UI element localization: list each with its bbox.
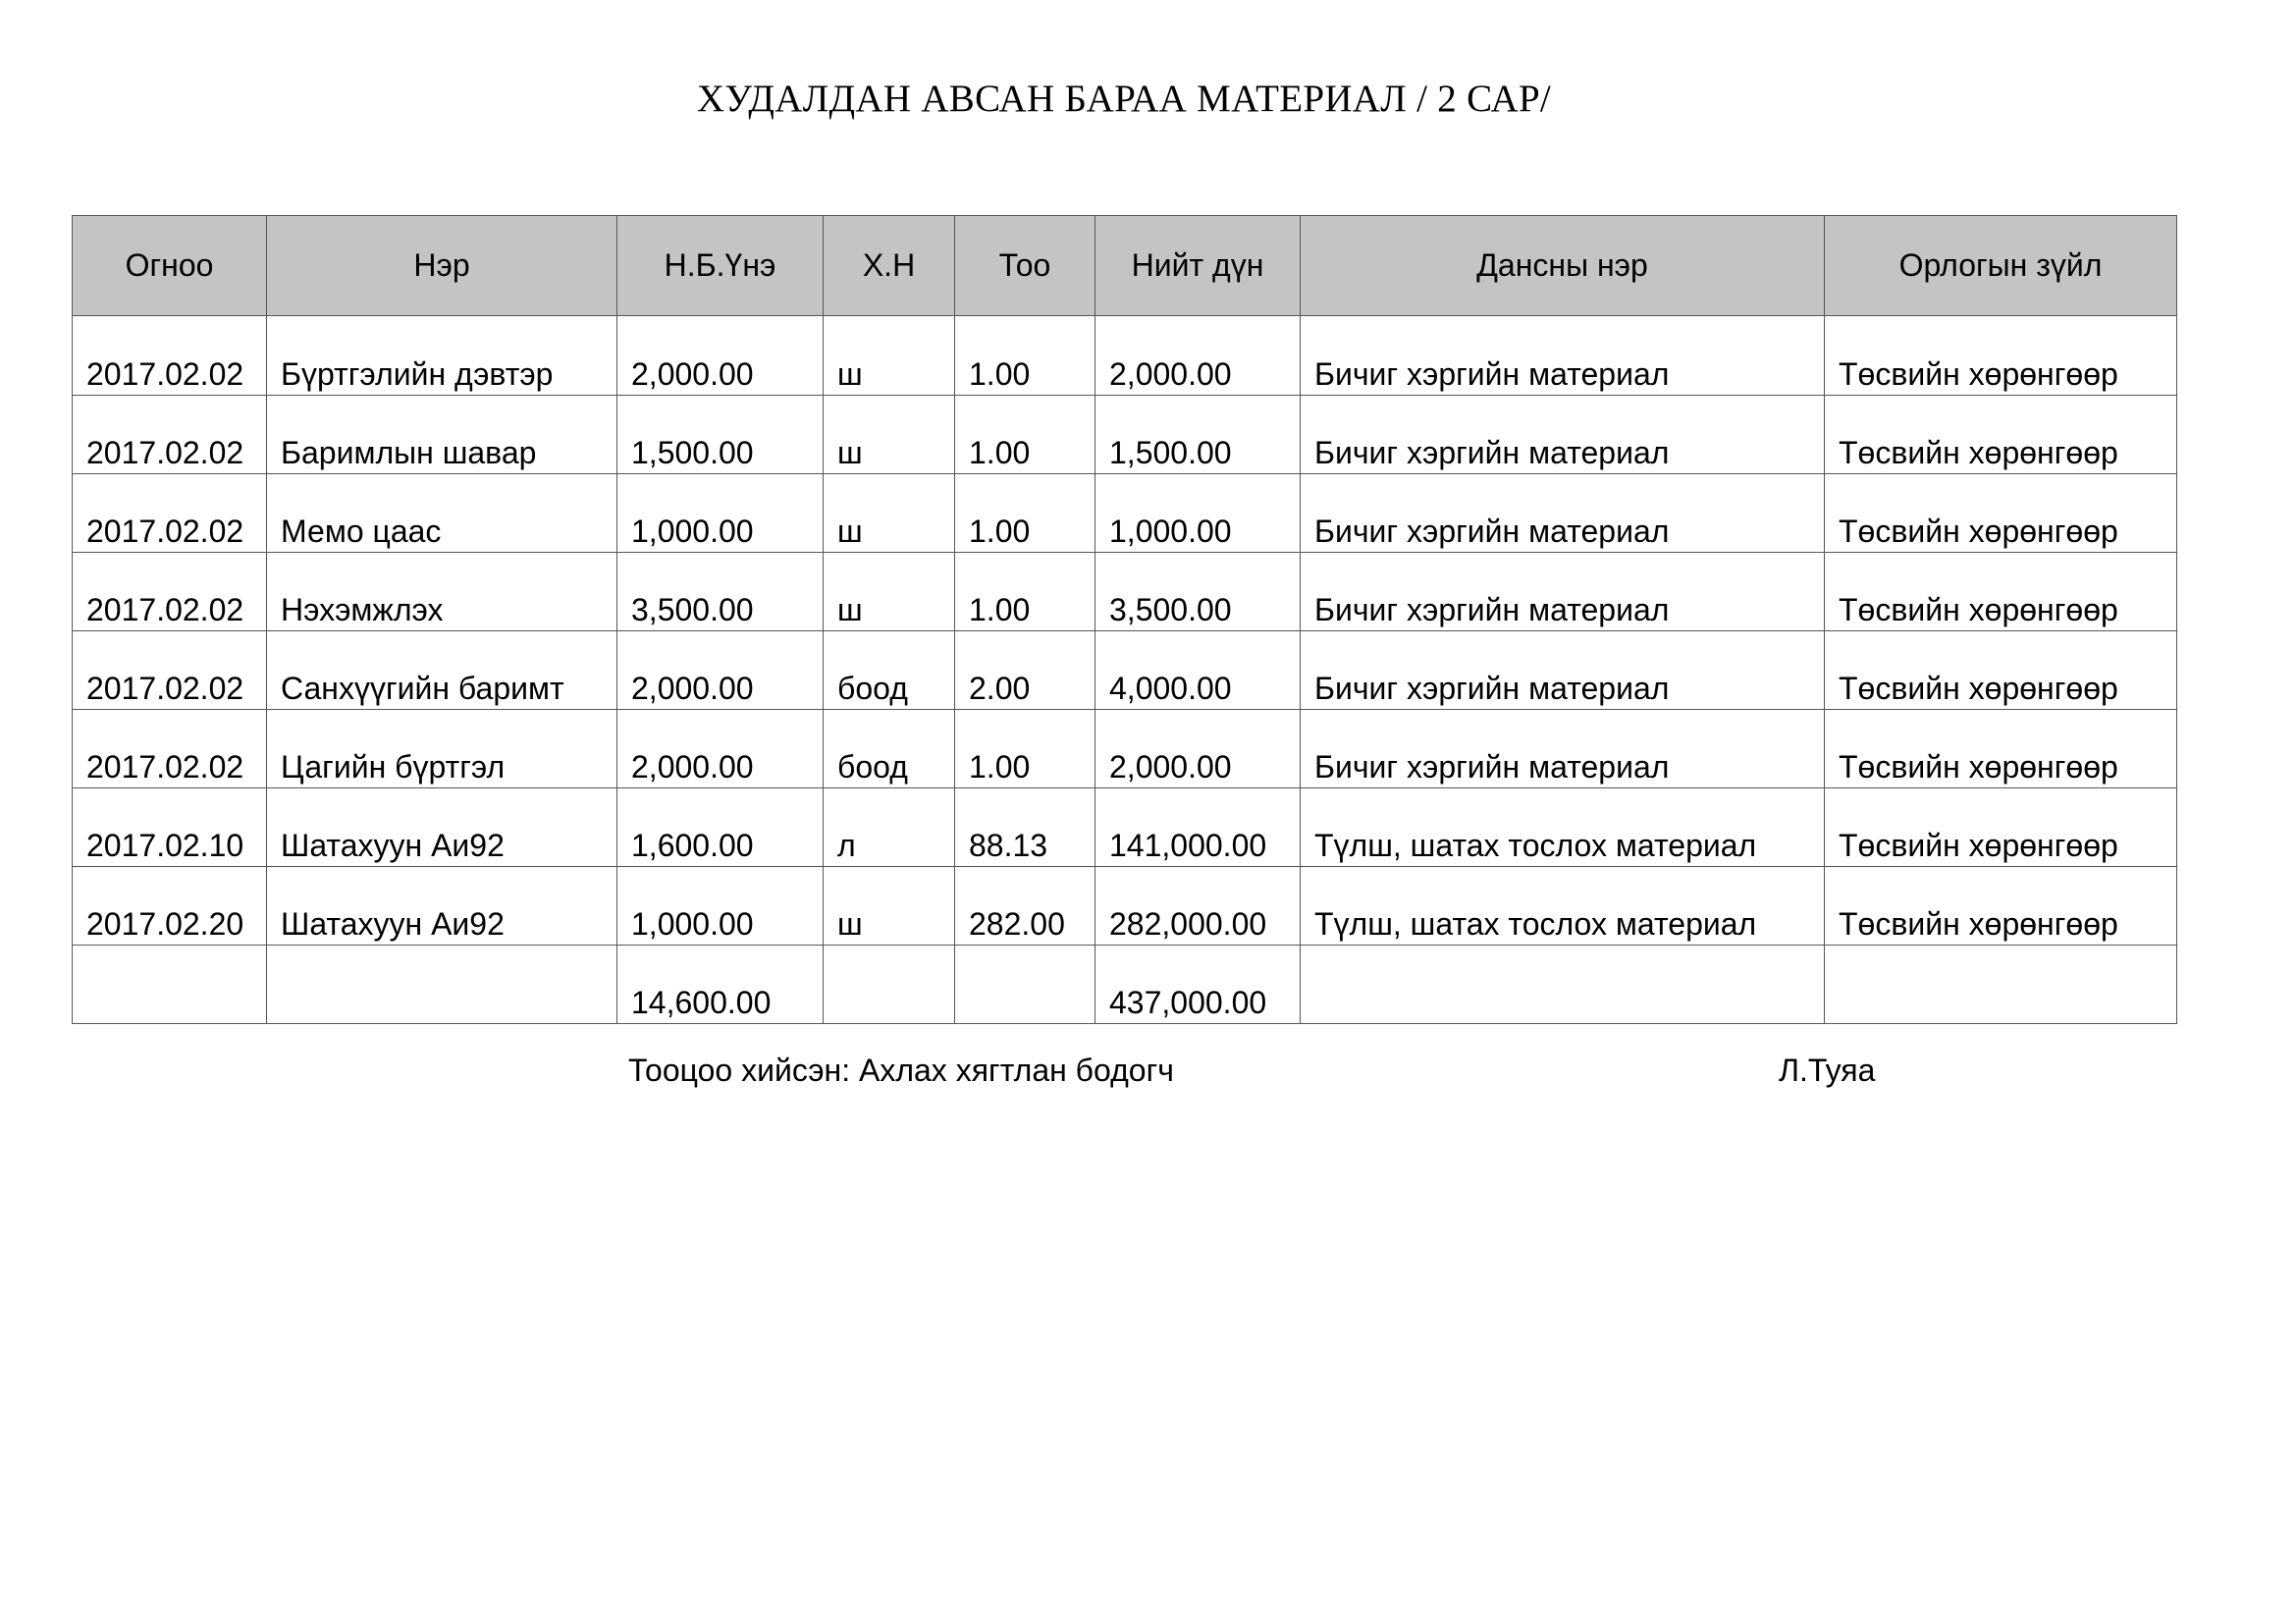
cell-total: 282,000.00	[1095, 867, 1301, 946]
header-total: Нийт дүн	[1095, 216, 1301, 316]
table-row	[73, 474, 2177, 553]
cell-name: Бүртгэлийн дэвтэр	[267, 316, 617, 396]
table-row	[73, 396, 2177, 474]
signer-name: Л.Туяа	[1779, 1053, 1876, 1088]
cell-income-source: Төсвийн хөрөнгөөр	[1825, 396, 2177, 474]
cell-account-name: Бичиг хэргийн материал	[1301, 316, 1825, 396]
cell-account-name: Бичиг хэргийн материал	[1301, 474, 1825, 553]
cell-income-source: Төсвийн хөрөнгөөр	[1825, 631, 2177, 710]
header-quantity: Тоо	[955, 216, 1095, 316]
cell-name: Шатахуун Аи92	[267, 788, 617, 867]
cell-name: Санхүүгийн баримт	[267, 631, 617, 710]
cell-unit-price: 3,500.00	[617, 553, 824, 631]
header-name: Нэр	[267, 216, 617, 316]
cell-date: 2017.02.02	[73, 710, 267, 788]
cell-account-name: Бичиг хэргийн материал	[1301, 710, 1825, 788]
table-row	[73, 788, 2177, 867]
cell-quantity: 2.00	[955, 631, 1095, 710]
cell-unit-price: 1,000.00	[617, 867, 824, 946]
cell-income-source: Төсвийн хөрөнгөөр	[1825, 788, 2177, 867]
cell-unit-price: 1,500.00	[617, 396, 824, 474]
total-cell-income-source	[1825, 946, 2177, 1024]
cell-quantity: 1.00	[955, 710, 1095, 788]
cell-unit-price: 2,000.00	[617, 631, 824, 710]
cell-unit: боод	[824, 631, 955, 710]
cell-quantity: 282.00	[955, 867, 1095, 946]
cell-date: 2017.02.02	[73, 631, 267, 710]
table-row	[73, 553, 2177, 631]
purchase-table	[72, 215, 2177, 1024]
cell-unit-price: 1,600.00	[617, 788, 824, 867]
header-date: Огноо	[73, 216, 267, 316]
cell-date: 2017.02.02	[73, 316, 267, 396]
cell-income-source: Төсвийн хөрөнгөөр	[1825, 553, 2177, 631]
cell-account-name: Түлш, шатах тослох материал	[1301, 867, 1825, 946]
cell-income-source: Төсвийн хөрөнгөөр	[1825, 316, 2177, 396]
cell-unit: ш	[824, 396, 955, 474]
table-row	[73, 316, 2177, 396]
cell-unit: л	[824, 788, 955, 867]
cell-name: Цагийн бүртгэл	[267, 710, 617, 788]
cell-date: 2017.02.20	[73, 867, 267, 946]
cell-unit-price: 2,000.00	[617, 316, 824, 396]
total-cell-account-name	[1301, 946, 1825, 1024]
total-amount: 437,000.00	[1095, 946, 1301, 1024]
cell-date: 2017.02.10	[73, 788, 267, 867]
cell-quantity: 1.00	[955, 316, 1095, 396]
cell-unit: боод	[824, 710, 955, 788]
header-account-name: Дансны нэр	[1301, 216, 1825, 316]
cell-date: 2017.02.02	[73, 474, 267, 553]
table-row	[73, 867, 2177, 946]
cell-account-name: Түлш, шатах тослох материал	[1301, 788, 1825, 867]
cell-quantity: 1.00	[955, 553, 1095, 631]
header-unit-price: Н.Б.Үнэ	[617, 216, 824, 316]
document-title: ХУДАЛДАН АВСАН БАРАА МАТЕРИАЛ / 2 САР/	[696, 78, 1552, 120]
cell-unit: ш	[824, 553, 955, 631]
cell-name: Нэхэмжлэх	[267, 553, 617, 631]
cell-name: Баримлын шавар	[267, 396, 617, 474]
cell-name: Шатахуун Аи92	[267, 867, 617, 946]
header-income-source: Орлогын зүйл	[1825, 216, 2177, 316]
cell-unit: ш	[824, 474, 955, 553]
table-header-row	[73, 216, 2177, 316]
table-row	[73, 631, 2177, 710]
total-unit-price: 14,600.00	[617, 946, 824, 1024]
table-row	[73, 710, 2177, 788]
cell-account-name: Бичиг хэргийн материал	[1301, 553, 1825, 631]
prepared-by-label: Тооцоо хийсэн: Ахлах хягтлан бодогч	[628, 1053, 1174, 1088]
total-cell-date	[73, 946, 267, 1024]
cell-unit-price: 1,000.00	[617, 474, 824, 553]
cell-total: 141,000.00	[1095, 788, 1301, 867]
total-cell-unit	[824, 946, 955, 1024]
cell-total: 1,000.00	[1095, 474, 1301, 553]
cell-name: Мемо цаас	[267, 474, 617, 553]
cell-total: 2,000.00	[1095, 316, 1301, 396]
cell-quantity: 88.13	[955, 788, 1095, 867]
cell-account-name: Бичиг хэргийн материал	[1301, 631, 1825, 710]
totals-row	[73, 946, 2177, 1024]
cell-income-source: Төсвийн хөрөнгөөр	[1825, 710, 2177, 788]
cell-date: 2017.02.02	[73, 396, 267, 474]
cell-income-source: Төсвийн хөрөнгөөр	[1825, 474, 2177, 553]
cell-total: 4,000.00	[1095, 631, 1301, 710]
cell-unit: ш	[824, 316, 955, 396]
cell-total: 3,500.00	[1095, 553, 1301, 631]
cell-total: 1,500.00	[1095, 396, 1301, 474]
cell-total: 2,000.00	[1095, 710, 1301, 788]
header-unit: Х.Н	[824, 216, 955, 316]
cell-income-source: Төсвийн хөрөнгөөр	[1825, 867, 2177, 946]
total-cell-name	[267, 946, 617, 1024]
cell-quantity: 1.00	[955, 474, 1095, 553]
cell-date: 2017.02.02	[73, 553, 267, 631]
cell-unit: ш	[824, 867, 955, 946]
total-cell-quantity	[955, 946, 1095, 1024]
cell-quantity: 1.00	[955, 396, 1095, 474]
cell-unit-price: 2,000.00	[617, 710, 824, 788]
cell-account-name: Бичиг хэргийн материал	[1301, 396, 1825, 474]
